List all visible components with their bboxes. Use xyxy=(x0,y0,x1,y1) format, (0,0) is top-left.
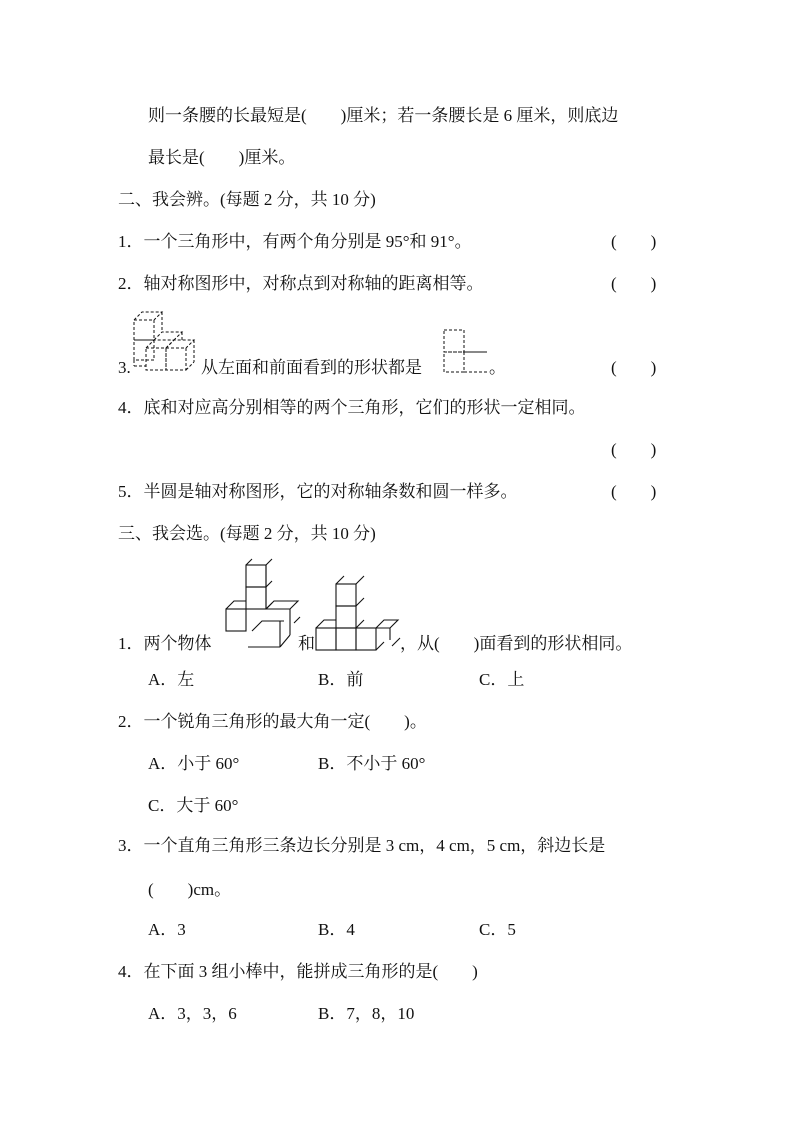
q3-option-c[interactable]: C．5 xyxy=(479,920,516,939)
item-text: 底和对应高分别相等的两个三角形，它们的形状一定相同。 xyxy=(143,398,586,417)
judge-item-5 xyxy=(118,482,518,502)
q3-option-a[interactable]: A．3 xyxy=(148,920,186,939)
q4-option-b[interactable]: B．7，8，10 xyxy=(318,1004,415,1023)
question-text: 两个物体 xyxy=(143,634,212,653)
q1-option-a[interactable]: A．左 xyxy=(148,670,195,689)
answer-blank-5[interactable]: ( ) xyxy=(611,482,657,501)
q4-option-a[interactable]: A．3，3，6 xyxy=(148,1004,237,1023)
continuation-line-2: 最长是( )厘米。 xyxy=(148,148,296,167)
question-text: 在下面 3 组小棒中，能拼成三角形的是( ) xyxy=(143,962,478,981)
choice-q1-intro xyxy=(118,634,212,654)
judge-item-3-number: 3. xyxy=(118,358,131,377)
object-2-figure xyxy=(314,574,404,650)
item-text: 轴对称图形中，对称点到对称轴的距离相等。 xyxy=(143,274,484,293)
item-text: 半圆是轴对称图形，它的对称轴条数和圆一样多。 xyxy=(143,482,518,501)
q2-option-c[interactable]: C．大于 60° xyxy=(148,796,239,815)
judge-item-4 xyxy=(118,398,586,418)
judge-item-3-suffix: 。 xyxy=(489,358,506,377)
question-number: 4． xyxy=(118,962,144,981)
answer-blank-2[interactable]: ( ) xyxy=(611,274,657,293)
question-number: 3． xyxy=(118,836,144,855)
answer-blank-4[interactable]: ( ) xyxy=(611,440,657,459)
cube-stack-figure xyxy=(128,308,200,376)
choice-q3-line2: ( )cm。 xyxy=(148,880,232,899)
q1-option-b[interactable]: B．前 xyxy=(318,670,364,689)
q3-option-b[interactable]: B．4 xyxy=(318,920,355,939)
answer-blank-3[interactable]: ( ) xyxy=(611,358,657,377)
choice-q3 xyxy=(118,836,605,856)
item-text: 一个三角形中，有两个角分别是 95°和 91°。 xyxy=(143,232,472,251)
question-number: 1． xyxy=(118,634,144,653)
continuation-line-1: 则一条腰的长最短是( )厘米；若一条腰长是 6 厘米，则底边 xyxy=(148,106,619,125)
answer-blank-1[interactable]: ( ) xyxy=(611,232,657,251)
item-number: 5． xyxy=(118,482,144,501)
q2-option-a[interactable]: A．小于 60° xyxy=(148,754,240,773)
section-3-heading: 三、我会选。(每题 2 分，共 10 分) xyxy=(118,524,376,543)
question-text: 一个直角三角形三条边长分别是 3 cm，4 cm，5 cm，斜边长是 xyxy=(143,836,606,855)
item-number: 4． xyxy=(118,398,144,417)
choice-q4 xyxy=(118,962,478,982)
view-shape-figure xyxy=(443,329,493,375)
q2-option-b[interactable]: B．不小于 60° xyxy=(318,754,426,773)
question-text: 一个锐角三角形的最大角一定( )。 xyxy=(143,712,427,731)
judge-item-2 xyxy=(118,274,484,294)
choice-q1-and: 和 xyxy=(298,634,315,653)
question-number: 2． xyxy=(118,712,144,731)
judge-item-3-text: 从左面和前面看到的形状都是 xyxy=(201,358,422,377)
item-number: 1． xyxy=(118,232,144,251)
choice-q2 xyxy=(118,712,427,732)
item-number: 2． xyxy=(118,274,144,293)
judge-item-1 xyxy=(118,232,472,252)
object-1-figure xyxy=(222,555,302,651)
q1-option-c[interactable]: C．上 xyxy=(479,670,525,689)
choice-q1-tail: ，从( )面看到的形状相同。 xyxy=(400,634,633,653)
section-2-heading: 二、我会辨。(每题 2 分，共 10 分) xyxy=(118,190,376,209)
